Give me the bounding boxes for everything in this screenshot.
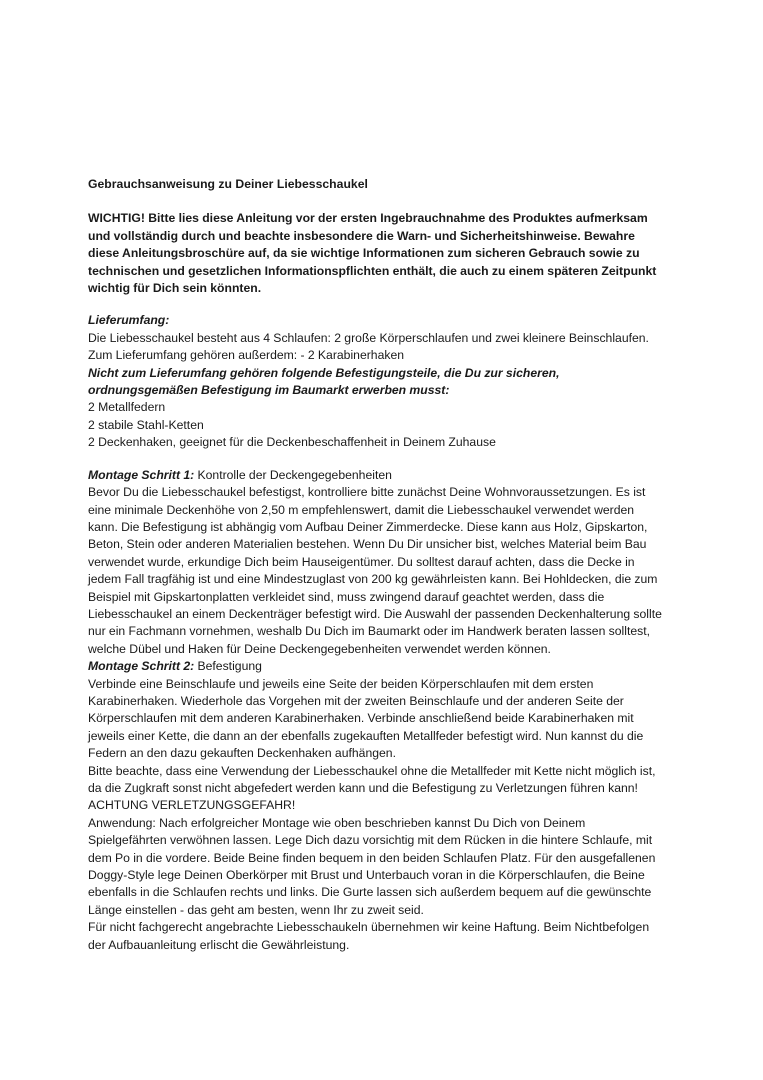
lieferumfang-notice: Nicht zum Lieferumfang gehören folgende Befestigungsteile, die Du zur sicheren, ordnungsgemäßen Befestigung im Baumarkt erwerben musst:	[88, 365, 560, 398]
document-body	[88, 176, 666, 954]
haftung-body: Für nicht fachgerecht angebrachte Liebesschaukeln übernehmen wir keine Haftung. Beim Nichtbefolgen der Aufbauanleitung erlischt die Gewährleistung.	[88, 920, 650, 952]
page-title: Gebrauchsanweisung zu Deiner Liebesschaukel	[88, 177, 368, 191]
lieferumfang-item: 2 Metallfedern	[88, 400, 166, 415]
schritt1-heading-rest: Kontrolle der Deckengegebenheiten	[194, 467, 392, 482]
schritt1-body: Bevor Du die Liebesschaukel befestigst, kontrolliere bitte zunächst Deine Wohnvoraussetzungen. Es ist eine minimale Deckenhöhe von 2,50 m empfehlenswert, damit die Liebesschaukel verwendet werden kann. Die Befestigung ist abhängig vom Aufbau Deiner Zimmerdecke. Diese kann aus Holz, Gipskarton, Beton, Stein oder anderen Materialien bestehen. Wenn Du Dir unsicher bist, welches Material beim Bau verwendet wurde, erkundige Dich beim Hauseigentümer. Du solltest darauf achten, dass die Decke in jedem Fall tragfähig ist und eine Mindestzuglast von 200 kg gewährleisten kann. Bei Hohldecken, die zum Beispiel mit Gipskartonplatten verkleidet sind, muss zwingend darauf geachtet werden, dass die Liebesschaukel an einem Deckenträger befestigt wird. Die Auswahl der passenden Deckenhalterung sollte nur ein Fachmann vornehmen, weshalb Du Dich im Baumarkt oder im Handwerk beraten lassen solltest, welche Dübel und Haken für Deine Deckengegebenheiten verwendet werden können.	[88, 485, 662, 656]
anwendung-body: Anwendung: Nach erfolgreicher Montage wie oben beschrieben kannst Du Dich von Deinem Spielgefährten verwöhnen lassen. Lege Dich dazu vorsichtig mit dem Rücken in die hintere Schlaufe, mit dem Po in die vordere. Beide Beine finden bequem in den beiden Schlaufen Platz. Für den ausgefallenen Doggy-Style lege Deinen Oberkörper mit Brust und Unterbauch voran in die Körperschlaufen, die Beine ebenfalls in die Schlaufen rechts und links. Die Gurte lassen sich außerdem bequem auf die gewünschte Länge einstellen - das geht am besten, wenn Ihr zu zweit seid.	[88, 815, 656, 917]
lieferumfang-item: 2 stabile Stahl-Ketten	[88, 417, 204, 432]
lieferumfang-item: 2 Deckenhaken, geeignet für die Deckenbeschaffenheit in Deinem Zuhause	[88, 435, 496, 450]
intro-paragraph: WICHTIG! Bitte lies diese Anleitung vor der ersten Ingebrauchnahme des Produktes aufmerksam und vollständig durch und beachte insbesondere die Warn- und Sicherheitshinweise. Bewahre diese Anleitungsbroschüre auf, da sie wichtige Informationen zum sicheren Gebrauch sowie zu technischen und gesetzlichen Informationspflichten enthält, die auch zu einem späteren Zeitpunkt wichtig für Dich sein könnten.	[88, 211, 657, 296]
schritt2-heading	[88, 658, 666, 675]
schritt2-heading-label: Montage Schritt 2:	[88, 659, 195, 674]
spacer	[88, 297, 666, 312]
schritt2-warning: Bitte beachte, dass eine Verwendung der Liebesschaukel ohne die Metallfeder mit Kette nicht möglich ist, da die Zugkraft sonst nicht abgefedert werden kann und die Befestigung zu Verletzungen führen kann! ACHTUNG VERLETZUNGSGEFAHR!	[88, 763, 656, 813]
schritt2-body: Verbinde eine Beinschlaufe und jeweils eine Seite der beiden Körperschlaufen mit dem ersten Karabinerhaken. Wiederhole das Vorgehen mit der zweiten Beinschlaufe und der anderen Seite der Körperschlaufen mit dem anderen Karabinerhaken. Verbinde anschließend beide Karabinerhaken mit jeweils einer Kette, die dann an der ebenfalls zugekauften Metallfeder befestigt wird. Nun kannst du die Federn an den dazu gekauften Deckenhaken aufhängen.	[88, 676, 644, 761]
schritt1-heading-label: Montage Schritt 1:	[88, 467, 195, 482]
schritt2-heading-rest: Befestigung	[194, 659, 262, 674]
lieferumfang-heading: Lieferumfang:	[88, 313, 170, 328]
spacer	[88, 452, 666, 467]
schritt1-heading	[88, 467, 666, 484]
lieferumfang-body: Die Liebesschaukel besteht aus 4 Schlaufen: 2 große Körperschlaufen und zwei kleinere Beinschlaufen. Zum Lieferumfang gehören außerdem: - 2 Karabinerhaken	[88, 330, 649, 363]
